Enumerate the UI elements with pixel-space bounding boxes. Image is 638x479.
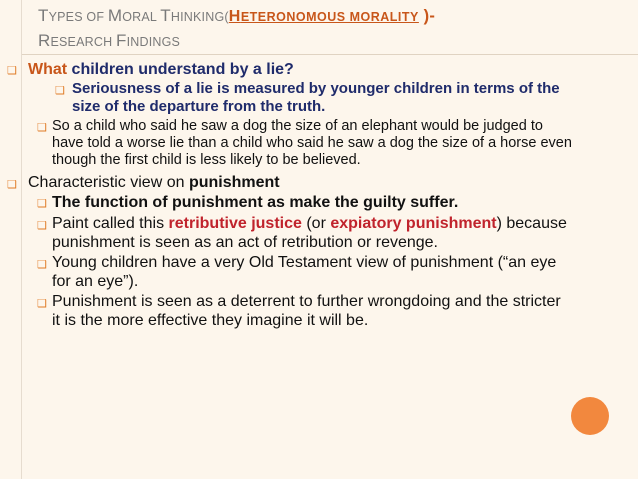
bullet-icon: ❑ (7, 179, 17, 191)
bullet-icon: ❑ (37, 220, 47, 232)
bullet-dog-example: So a child who said he saw a dog the size of an elephant would be judged to have told a worse lie than a child who said he saw a dog the size of a horse even though the first child is less likely to be believed. (52, 118, 572, 168)
bullet-icon: ❑ (55, 85, 65, 97)
bullet-lie-question: What children understand by a lie? (28, 61, 294, 78)
bullet-old-testament: Young children have a very Old Testament view of punishment (“an eye for an eye”). (52, 254, 557, 290)
bullet-icon: ❑ (7, 65, 17, 77)
title-line-1: TYPES OF MORAL THINKING(HETERONOMOUS MORALITY )- (38, 6, 436, 25)
sidebar-divider (21, 0, 22, 479)
bullet-icon: ❑ (37, 122, 47, 134)
bullet-deterrent: Punishment is seen as a deterrent to further wrongdoing and the stricter it is the more effective they imagine it will be. (52, 293, 561, 329)
bullet-retributive-justice: Paint called this retributive justice (or expiatory punishment) because punishment is seen as an act of retribution or revenge. (52, 215, 567, 251)
bullet-guilty-suffer: The function of punishment as make the guilty suffer. (52, 194, 459, 211)
bullet-icon: ❑ (37, 298, 47, 310)
orange-circle-decoration (571, 397, 609, 435)
expiatory-punishment-term: expiatory punishment (330, 215, 497, 232)
title-underline (22, 54, 638, 55)
bullet-icon: ❑ (37, 198, 47, 210)
retributive-justice-term: retributive justice (168, 215, 302, 232)
title-line-2: RESEARCH FINDINGS (38, 31, 181, 50)
bullet-seriousness: Seriousness of a lie is measured by younger children in terms of the size of the departure from the truth. (72, 80, 560, 115)
slide-title (38, 4, 628, 54)
heteronomous-morality-link[interactable]: HETERONOMOUS MORALITY (228, 8, 419, 25)
bullet-punishment-view: Characteristic view on punishment (28, 174, 280, 191)
bullet-icon: ❑ (37, 259, 47, 271)
